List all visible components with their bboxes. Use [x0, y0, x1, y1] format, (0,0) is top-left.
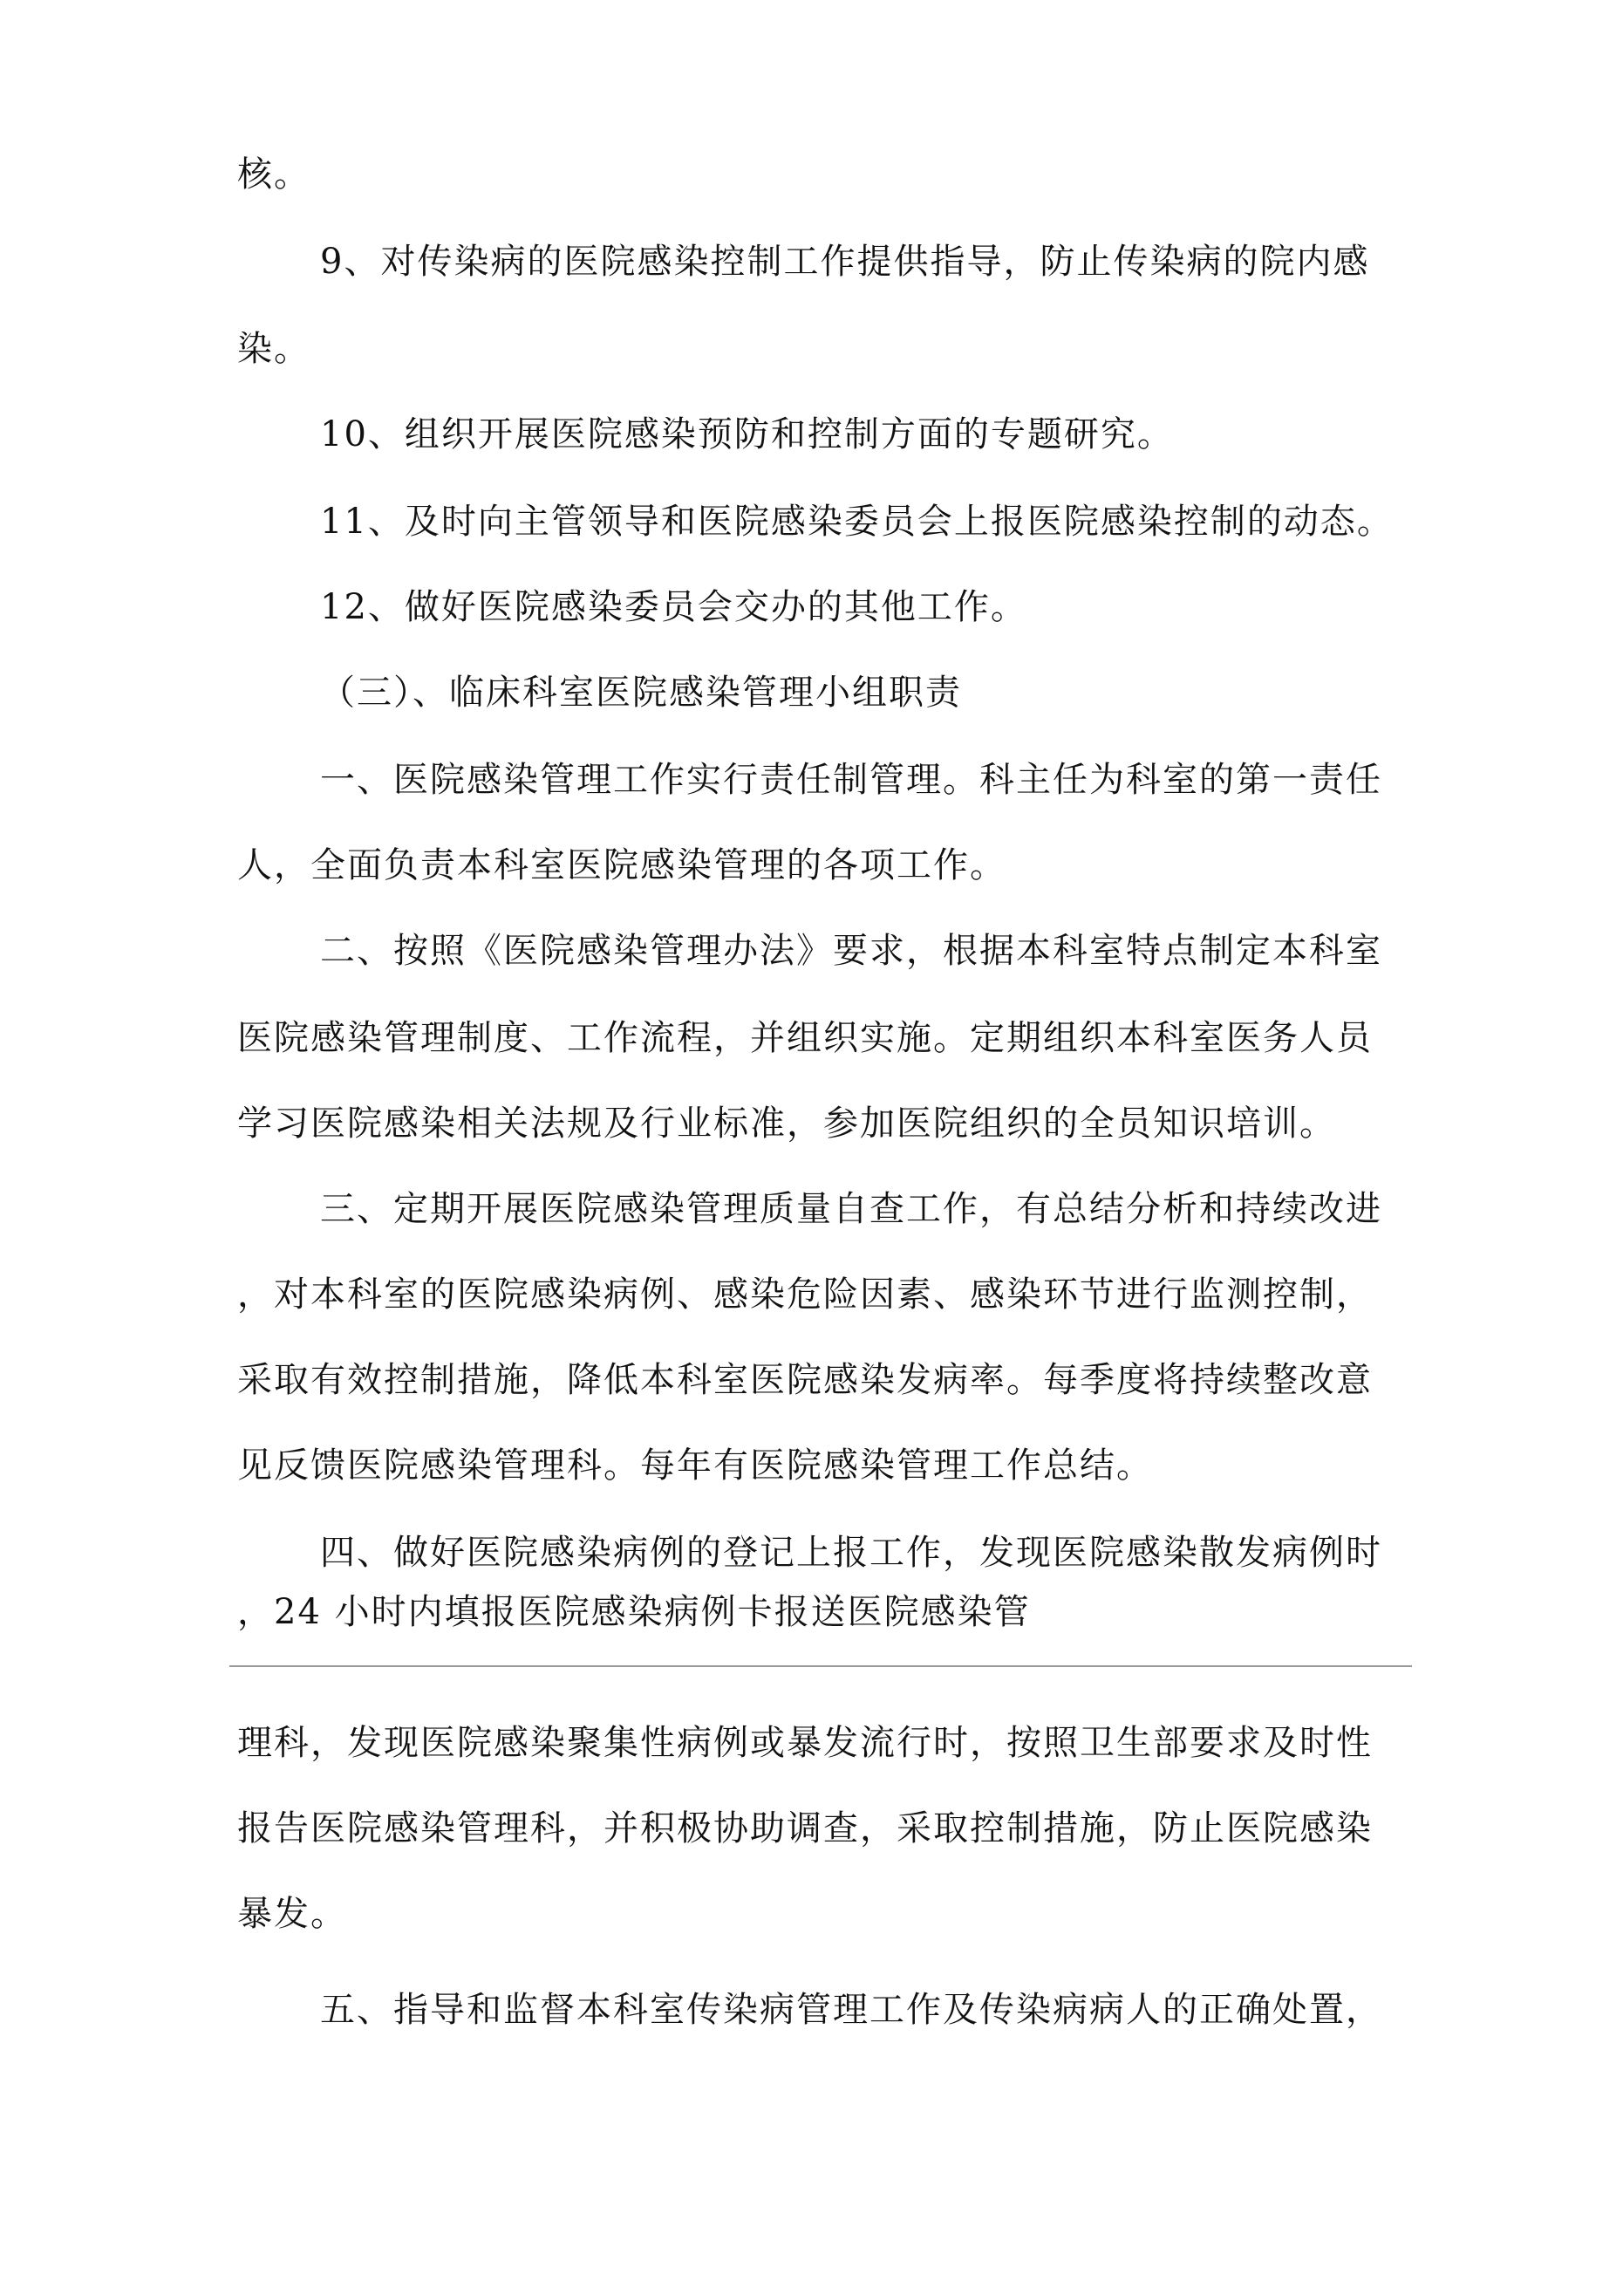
text-line: 医院感染管理制度、工作流程，并组织实施。定期组织本科室医务人员 [237, 1018, 1373, 1058]
text-line: 12、做好医院感染委员会交办的其他工作。 [320, 587, 1027, 627]
text-line: ，对本科室的医院感染病例、感染危险因素、感染环节进行监测控制， [237, 1274, 1373, 1315]
section-heading: （三）、临床科室医院感染管理小组职责 [320, 673, 962, 713]
text-line: 11、及时向主管领导和医院感染委员会上报医院感染控制的动态。 [320, 502, 1394, 542]
text-line: 人，全面负责本科室医院感染管理的各项工作。 [237, 845, 1006, 885]
text-line: 9、对传染病的医院感染控制工作提供指导，防止传染病的院内感 [320, 242, 1370, 282]
text-line: 10、组织开展医院感染预防和控制方面的专题研究。 [320, 414, 1174, 454]
text-line: 采取有效控制措施，降低本科室医院感染发病率。每季度将持续整改意 [237, 1360, 1373, 1400]
text-line: 报告医院感染管理科，并积极协助调查，采取控制措施，防止医院感染 [237, 1808, 1373, 1848]
text-line: 三、定期开展医院感染管理质量自查工作，有总结分析和持续改进 [320, 1189, 1382, 1229]
text-line: ，24 小时内填报医院感染病例卡报送医院感染管 [237, 1592, 1031, 1632]
page-divider [229, 1665, 1412, 1667]
text-line: 五、指导和监督本科室传染病管理工作及传染病病人的正确处置， [320, 1990, 1382, 2030]
text-line: 一、医院感染管理工作实行责任制管理。科主任为科室的第一责任 [320, 760, 1382, 800]
text-line: 二、按照《医院感染管理办法》要求，根据本科室特点制定本科室 [320, 931, 1382, 971]
text-line: 见反馈医院感染管理科。每年有医院感染管理工作总结。 [237, 1445, 1153, 1486]
text-line: 理科，发现医院感染聚集性病例或暴发流行时，按照卫生部要求及时性 [237, 1723, 1373, 1763]
text-line: 染。 [237, 329, 310, 369]
text-line: 四、做好医院感染病例的登记上报工作，发现医院感染散发病例时 [320, 1533, 1382, 1573]
text-line: 学习医院感染相关法规及行业标准，参加医院组织的全员知识培训。 [237, 1104, 1336, 1144]
text-line: 核。 [237, 154, 310, 195]
text-line: 暴发。 [237, 1894, 347, 1934]
